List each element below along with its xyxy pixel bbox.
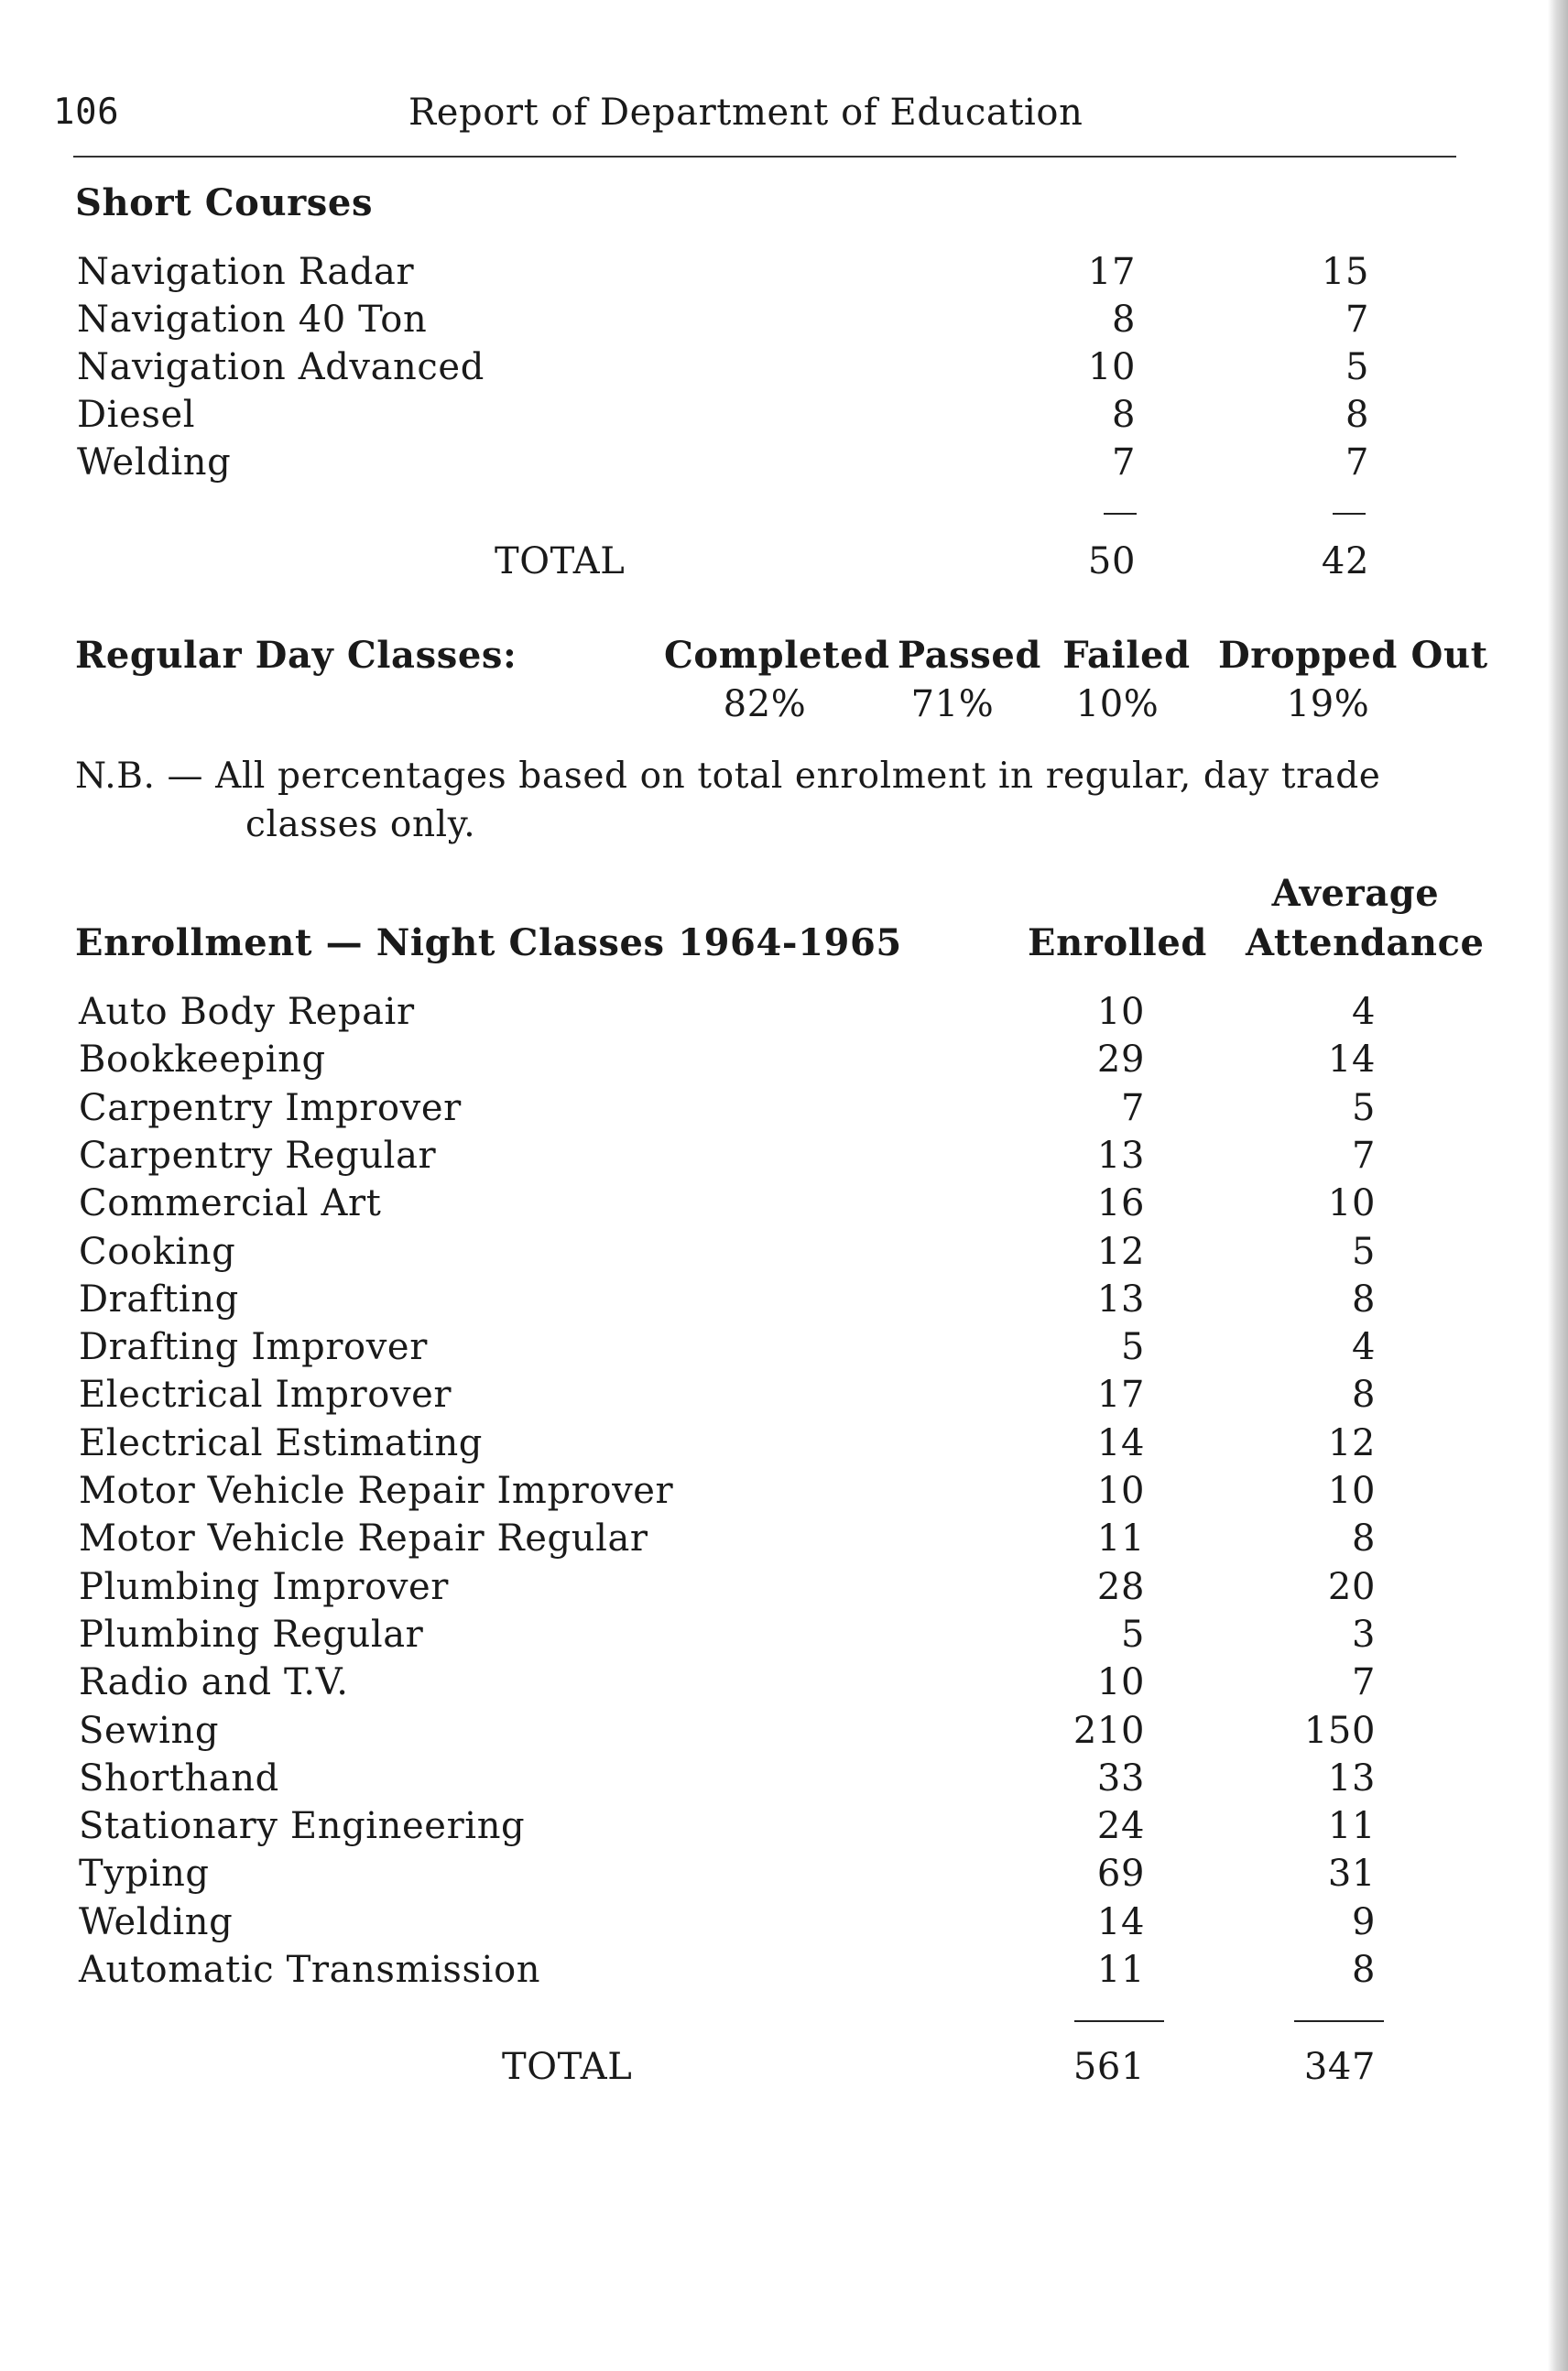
note-line-2: classes only. <box>245 804 476 845</box>
class-average: 10 <box>1327 1470 1376 1512</box>
short-courses-heading: Short Courses <box>75 181 374 224</box>
col-failed: Failed <box>1062 634 1191 677</box>
page-number: 106 <box>53 92 120 133</box>
class-average: 4 <box>1351 1326 1376 1369</box>
night-total-rule-enrolled <box>1074 2020 1164 2022</box>
class-enrolled: 69 <box>1096 1853 1145 1896</box>
class-name: Plumbing Regular <box>79 1613 424 1656</box>
night-classes-heading: Enrollment — Night Classes 1964-1965 <box>75 921 902 964</box>
class-average: 7 <box>1351 1661 1376 1704</box>
class-enrolled: 12 <box>1096 1230 1145 1273</box>
class-average: 4 <box>1351 991 1376 1033</box>
class-average: 5 <box>1351 1086 1376 1129</box>
class-name: Automatic Transmission <box>79 1949 541 1991</box>
class-name: Motor Vehicle Repair Regular <box>79 1517 648 1561</box>
class-average: 10 <box>1327 1182 1376 1225</box>
class-enrolled: 24 <box>1096 1805 1145 1848</box>
class-enrolled: 5 <box>1120 1613 1145 1656</box>
course-value-a: 10 <box>1087 346 1136 388</box>
class-enrolled: 29 <box>1096 1039 1145 1082</box>
class-name: Stationary Engineering <box>79 1805 526 1848</box>
course-value-a: 17 <box>1087 251 1136 293</box>
class-name: Bookkeeping <box>79 1039 326 1082</box>
course-name: Navigation Radar <box>77 251 415 293</box>
col-completed: Completed <box>664 634 890 677</box>
class-enrolled: 11 <box>1096 1949 1145 1991</box>
night-total-rule-avg <box>1294 2020 1384 2022</box>
class-name: Shorthand <box>79 1756 279 1800</box>
class-enrolled: 14 <box>1096 1421 1145 1464</box>
course-value-b: 7 <box>1345 441 1369 484</box>
course-value-a: 8 <box>1111 394 1136 436</box>
course-name: Navigation 40 Ton <box>77 299 428 341</box>
class-enrolled: 5 <box>1120 1326 1145 1369</box>
class-enrolled: 17 <box>1096 1374 1145 1417</box>
night-total-enrolled: 561 <box>1073 2046 1145 2088</box>
class-name: Cooking <box>79 1230 236 1273</box>
class-average: 13 <box>1327 1756 1376 1800</box>
class-name: Commercial Art <box>79 1182 382 1225</box>
short-total-label: TOTAL <box>495 540 626 582</box>
val-failed: 10% <box>1075 683 1160 725</box>
class-enrolled: 13 <box>1096 1278 1145 1321</box>
val-dropped-out: 19% <box>1286 683 1370 725</box>
class-name: Drafting Improver <box>79 1326 428 1369</box>
class-name: Welding <box>79 1900 234 1943</box>
class-average: 31 <box>1327 1853 1376 1896</box>
class-enrolled: 16 <box>1096 1182 1145 1225</box>
class-enrolled: 7 <box>1120 1086 1145 1129</box>
class-name: Sewing <box>79 1709 220 1752</box>
note-line-1: N.B. — All percentages based on total enrolment in regular, day trade <box>75 756 1381 797</box>
col-dropped-out: Dropped Out <box>1218 634 1488 677</box>
course-value-b: 5 <box>1345 346 1369 388</box>
col-enrolled: Enrolled <box>1028 921 1207 964</box>
class-average: 20 <box>1327 1565 1376 1608</box>
col-average-line1: Average <box>1271 872 1440 915</box>
class-name: Carpentry Improver <box>79 1086 462 1129</box>
class-average: 8 <box>1351 1517 1376 1561</box>
class-average: 8 <box>1351 1949 1376 1991</box>
class-average: 11 <box>1327 1805 1376 1848</box>
class-enrolled: 14 <box>1096 1900 1145 1943</box>
class-average: 7 <box>1351 1134 1376 1177</box>
class-enrolled: 13 <box>1096 1134 1145 1177</box>
class-enrolled: 10 <box>1096 1661 1145 1704</box>
class-name: Carpentry Regular <box>79 1134 437 1177</box>
class-average: 9 <box>1351 1900 1376 1943</box>
short-total-rule-b <box>1333 513 1366 515</box>
short-total-a: 50 <box>1087 540 1136 582</box>
class-average: 3 <box>1351 1613 1376 1656</box>
course-value-a: 8 <box>1111 299 1136 341</box>
class-average: 12 <box>1327 1421 1376 1464</box>
class-average: 8 <box>1351 1278 1376 1321</box>
course-name: Welding <box>77 441 232 484</box>
class-name: Electrical Estimating <box>79 1421 484 1464</box>
class-name: Electrical Improver <box>79 1374 452 1417</box>
class-enrolled: 210 <box>1073 1709 1145 1752</box>
regular-day-heading: Regular Day Classes: <box>75 634 517 677</box>
val-passed: 71% <box>910 683 995 725</box>
class-average: 5 <box>1351 1230 1376 1273</box>
val-completed: 82% <box>723 683 807 725</box>
class-name: Radio and T.V. <box>79 1661 349 1704</box>
course-value-b: 8 <box>1345 394 1369 436</box>
short-total-b: 42 <box>1321 540 1369 582</box>
course-value-b: 7 <box>1345 299 1369 341</box>
class-enrolled: 33 <box>1096 1756 1145 1800</box>
class-name: Typing <box>79 1853 210 1896</box>
running-title: Report of Department of Education <box>408 92 1083 134</box>
class-enrolled: 10 <box>1096 1470 1145 1512</box>
class-name: Auto Body Repair <box>79 991 415 1033</box>
class-name: Drafting <box>79 1278 239 1321</box>
class-enrolled: 28 <box>1096 1565 1145 1608</box>
class-name: Motor Vehicle Repair Improver <box>79 1470 674 1512</box>
course-name: Diesel <box>77 394 196 436</box>
col-passed: Passed <box>898 634 1041 677</box>
night-total-avg: 347 <box>1303 2046 1376 2088</box>
class-enrolled: 10 <box>1096 991 1145 1033</box>
class-average: 8 <box>1351 1374 1376 1417</box>
course-value-b: 15 <box>1321 251 1369 293</box>
short-total-rule-a <box>1104 513 1137 515</box>
night-total-label: TOTAL <box>502 2046 633 2088</box>
col-average-line2: Attendance <box>1246 921 1485 964</box>
class-average: 14 <box>1327 1039 1376 1082</box>
course-name: Navigation Advanced <box>77 346 485 388</box>
page-binding-edge <box>1548 0 1568 2371</box>
class-average: 150 <box>1303 1709 1376 1752</box>
course-value-a: 7 <box>1111 441 1136 484</box>
class-name: Plumbing Improver <box>79 1565 450 1608</box>
class-enrolled: 11 <box>1096 1517 1145 1561</box>
header-rule <box>73 156 1456 158</box>
